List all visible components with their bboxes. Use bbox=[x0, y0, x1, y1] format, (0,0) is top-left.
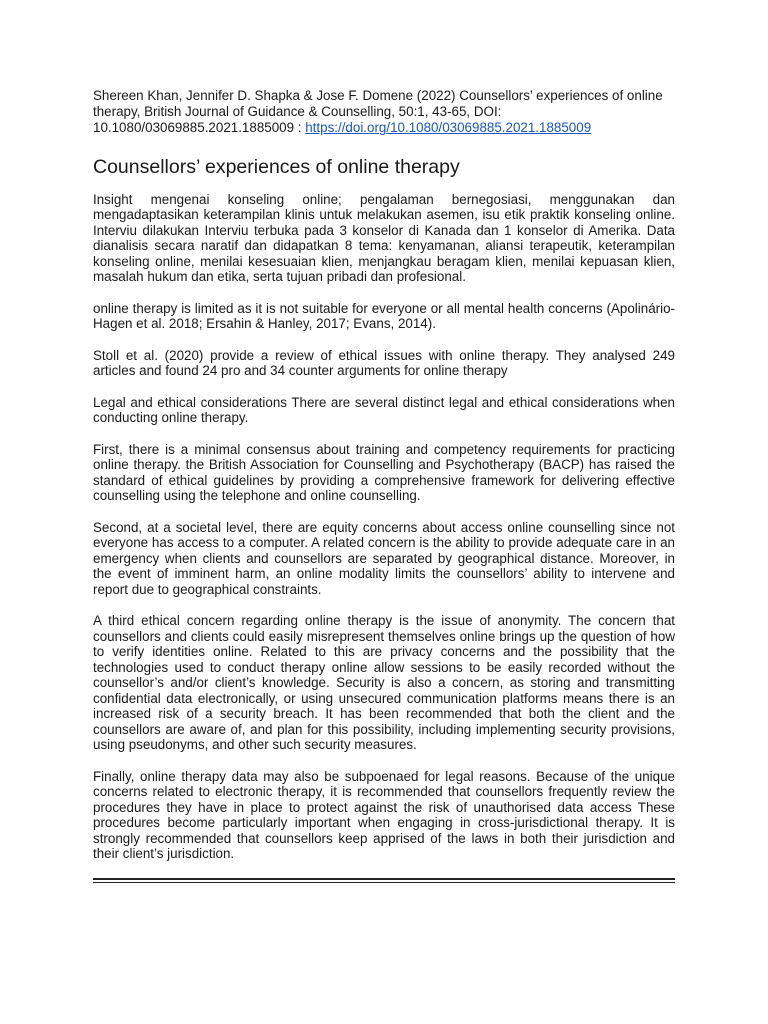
citation bbox=[93, 88, 675, 137]
paragraph-finally: Finally, online therapy data may also be subpoenaed for legal reasons. Because of the unique concerns related to electronic therapy, it is recommended that counsellors frequently review the procedures they have in place to protect against the risk of unauthorised data access These procedures become particularly important when engaging in cross-jurisdictional therapy. It is strongly recommended that counsellors keep apprised of the laws in both their jurisdiction and their client’s jurisdiction. bbox=[93, 768, 675, 862]
paragraph-limitation: online therapy is limited as it is not suitable for everyone or all mental health concerns (Apolinário-Hagen et al. 2018; Ersahin & Hanley, 2017; Evans, 2014). bbox=[93, 300, 675, 332]
divider-thick-line bbox=[93, 878, 675, 880]
paragraph-first: First, there is a minimal consensus about training and competency requirements for practicing online therapy. the British Association for Counselling and Psychotherapy (BACP) has raised the standard of ethical guidelines by providing a comprehensive framework for delivering effective counselling using the telephone and online counselling. bbox=[93, 441, 675, 504]
divider-thin-line bbox=[93, 882, 675, 883]
footer-divider bbox=[93, 878, 675, 883]
doi-link[interactable]: https://doi.org/10.1080/03069885.2021.1885009 bbox=[305, 120, 592, 136]
document-page bbox=[93, 88, 675, 878]
paragraph-second: Second, at a societal level, there are equity concerns about access online counselling since not everyone has access to a computer. A related concern is the ability to provide adequate care in an emergency when clients and counsellors are separated by geographical distance. Moreover, in the event of imminent harm, an online modality limits the counsellors’ ability to intervene and report due to geographical constraints. bbox=[93, 519, 675, 597]
paragraph-third: A third ethical concern regarding online therapy is the issue of anonymity. The concern that counsellors and clients could easily misrepresent themselves online brings up the question of how to verify identities online. Related to this are privacy concerns and the possibility that the technologies used to conduct therapy online allow sessions to be easily recorded without the counsellor’s and/or client’s knowledge. Security is also a concern, as storing and transmitting confidential data electronically, or using unsecured communication platforms means there is an increased risk of a security breach. It has been recommended that both the client and the counsellors are aware of, and plan for this possibility, including implementing security provisions, using pseudonyms, and other such security measures. bbox=[93, 613, 675, 753]
page-title: Counsellors’ experiences of online therapy bbox=[93, 155, 460, 178]
paragraph-legal-intro: Legal and ethical considerations There are several distinct legal and ethical considerations when conducting online therapy. bbox=[93, 394, 675, 426]
paragraph-summary: Insight mengenai konseling online; pengalaman bernegosiasi, menggunakan dan mengadaptasikan keterampilan klinis untuk melakukan asemen, isu etik praktik konseling online. Interviu dilakukan Interviu terbuka pada 3 konselor di Kanada dan 1 konselor di Amerika. Data dianalisis secara naratif dan didapatkan 8 tema: kenyamanan, aliansi terapeutik, keterampilan konseling online, menilai kesesuaian klien, menjangkau beragam klien, menilai kepuasan klien, masalah hukum dan etika, serta tujuan pribadi dan profesional. bbox=[93, 191, 675, 285]
citation-text: Shereen Khan, Jennifer D. Shapka & Jose F. Domene (2022) Counsellors’ experiences of online therapy, British Journal of Guidance & Counselling, 50:1, 43-65, DOI: 10.1080/03069885.2021.1885009 : bbox=[93, 88, 663, 136]
paragraph-review: Stoll et al. (2020) provide a review of ethical issues with online therapy. They analysed 249 articles and found 24 pro and 34 counter arguments for online therapy bbox=[93, 347, 675, 379]
